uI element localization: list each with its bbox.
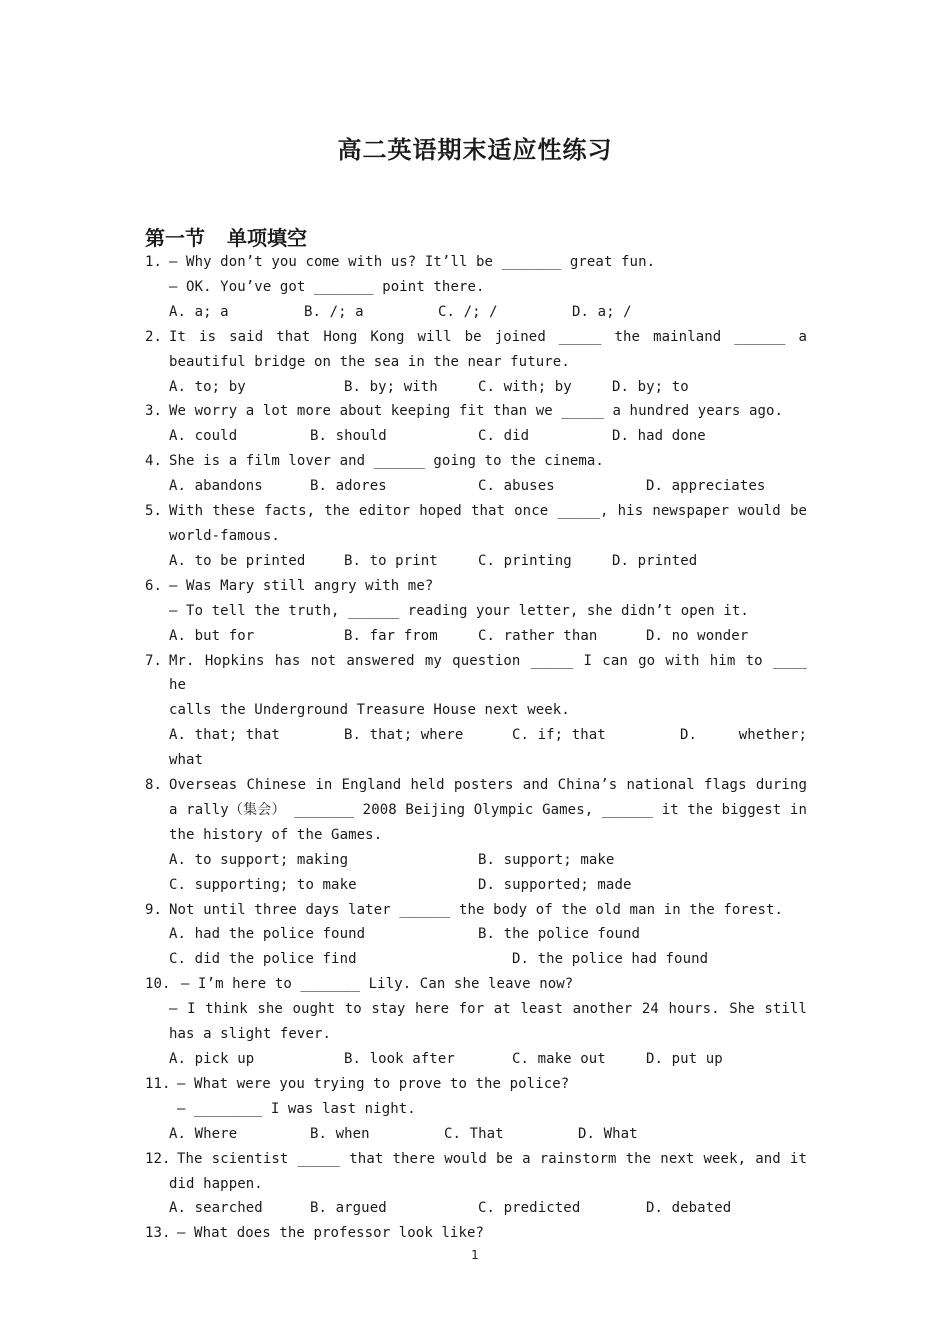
option-a: A. but for xyxy=(169,627,255,644)
option-d: D. the police had found xyxy=(512,951,709,968)
option-d-text: whether; xyxy=(738,727,807,744)
options-row xyxy=(169,424,807,449)
question-text: The scientist _____ that there would be a rainstorm the next week, and it xyxy=(177,1150,807,1167)
question-13 xyxy=(145,1221,807,1246)
option-b: B. to print xyxy=(344,552,438,569)
option-c: C. supporting; to make xyxy=(169,876,357,893)
option-d: D. a; / xyxy=(572,303,632,320)
options-row xyxy=(169,922,807,947)
question-number: 7. xyxy=(145,652,163,669)
option-a: A. searched xyxy=(169,1200,263,1217)
option-c: C. rather than xyxy=(478,627,598,644)
options-row xyxy=(169,624,807,649)
question-text: the history of the Games. xyxy=(169,826,383,843)
option-d-continued: what xyxy=(169,752,204,769)
question-1 xyxy=(145,250,807,325)
options-row xyxy=(169,549,807,574)
option-a: A. pick up xyxy=(169,1051,255,1067)
option-d: D. debated xyxy=(646,1200,732,1217)
option-b: B. when xyxy=(310,1125,370,1142)
question-number: 13. xyxy=(145,1225,171,1242)
option-b: B. should xyxy=(310,428,387,445)
question-2 xyxy=(145,325,807,400)
option-c: C. make out xyxy=(512,1051,606,1067)
option-b: B. by; with xyxy=(344,378,438,395)
question-text: — What were you trying to prove to the police? xyxy=(177,1075,570,1092)
question-number: 11. xyxy=(145,1075,171,1092)
options-row xyxy=(169,1122,807,1147)
question-text: — I think she ought to stay here for at least another 24 hours. She still xyxy=(169,1001,807,1018)
question-number: 8. xyxy=(145,777,163,794)
question-text: — ________ I was last night. xyxy=(177,1100,416,1117)
options-row xyxy=(169,300,807,325)
question-number: 5. xyxy=(145,503,163,520)
question-number: 3. xyxy=(145,403,163,420)
option-b: B. support; make xyxy=(478,851,615,868)
option-c: C. did xyxy=(478,428,530,445)
options-row xyxy=(169,873,807,898)
option-c: C. with; by xyxy=(478,378,572,395)
option-b: B. /; a xyxy=(304,303,364,320)
question-text: has a slight fever. xyxy=(169,1026,332,1043)
question-text: We worry a lot more about keeping fit than we _____ a hundred years ago. xyxy=(169,403,784,420)
option-c: C. That xyxy=(444,1125,504,1142)
option-a: A. a; a xyxy=(169,303,229,320)
option-c: C. abuses xyxy=(478,478,555,495)
option-d: D. no wonder xyxy=(646,627,749,644)
question-text: She is a film lover and ______ going to the cinema. xyxy=(169,453,604,470)
options-row xyxy=(169,1047,807,1072)
question-10 xyxy=(145,972,807,1072)
question-text: It is said that Hong Kong will be joined _____ the mainland ______ a xyxy=(169,328,807,345)
question-text: — OK. You’ve got _______ point there. xyxy=(169,278,485,295)
section-heading xyxy=(145,222,307,251)
option-d: D. appreciates xyxy=(646,478,766,495)
question-6 xyxy=(145,574,807,649)
question-11 xyxy=(145,1072,807,1147)
option-d: D. had done xyxy=(612,428,706,445)
options-row xyxy=(169,375,807,400)
option-b: B. the police found xyxy=(478,926,641,943)
option-a: A. to; by xyxy=(169,378,246,395)
question-12 xyxy=(145,1147,807,1222)
question-number: 4. xyxy=(145,453,163,470)
question-number: 6. xyxy=(145,577,163,594)
question-text: beautiful bridge on the sea in the near future. xyxy=(169,353,570,370)
question-text: did happen. xyxy=(169,1175,263,1192)
option-d: D. printed xyxy=(612,552,698,569)
option-a: A. to support; making xyxy=(169,851,349,868)
option-c: C. predicted xyxy=(478,1200,581,1217)
option-d: D. supported; made xyxy=(478,876,632,893)
question-9 xyxy=(145,898,807,973)
question-text: Not until three days later ______ the body of the old man in the forest. xyxy=(169,901,784,918)
question-number: 2. xyxy=(145,328,163,345)
section-name: 单项填空 xyxy=(227,226,307,250)
options-row xyxy=(169,723,807,748)
option-b: B. far from xyxy=(344,627,438,644)
page-number: 1 xyxy=(471,1248,479,1262)
question-number: 10. xyxy=(145,976,171,993)
option-a: A. Where xyxy=(169,1125,238,1142)
option-a: A. that; that xyxy=(169,727,280,744)
options-row xyxy=(169,1196,807,1221)
question-number: 1. xyxy=(145,254,163,270)
question-text: Mr. Hopkins has not answered my question _____ I can go with him to ____ he xyxy=(169,652,807,694)
question-7 xyxy=(145,649,807,774)
question-8 xyxy=(145,773,807,898)
question-3 xyxy=(145,399,807,449)
option-c: C. if; that xyxy=(512,727,606,744)
question-text: With these facts, the editor hoped that once _____, his newspaper would be xyxy=(169,503,807,520)
option-c: C. printing xyxy=(478,552,572,569)
options-row xyxy=(169,474,807,499)
question-list xyxy=(145,250,807,1246)
question-5 xyxy=(145,499,807,574)
option-b: B. argued xyxy=(310,1200,387,1217)
question-text: — Why don’t you come with us? It’ll be _______ great fun. xyxy=(169,254,656,270)
section-part: 第一节 xyxy=(145,226,205,250)
option-d: D. What xyxy=(578,1125,638,1142)
options-row xyxy=(169,947,807,972)
option-c: C. /; / xyxy=(438,303,498,320)
option-b: B. adores xyxy=(310,478,387,495)
option-a: A. abandons xyxy=(169,478,263,495)
question-text: — Was Mary still angry with me? xyxy=(169,577,434,594)
option-a: A. could xyxy=(169,428,238,445)
question-text: — What does the professor look like? xyxy=(177,1225,485,1242)
question-4 xyxy=(145,449,807,499)
option-a: A. had the police found xyxy=(169,926,366,943)
question-text: calls the Underground Treasure House next week. xyxy=(169,702,570,719)
option-d: D. by; to xyxy=(612,378,689,395)
question-text: a rally（集会） _______ 2008 Beijing Olympic Games, ______ it the biggest in xyxy=(169,801,807,818)
options-row xyxy=(169,848,807,873)
option-c: C. did the police find xyxy=(169,951,357,968)
question-text: Overseas Chinese in England held posters and China’s national flags during xyxy=(169,777,807,794)
option-a: A. to be printed xyxy=(169,552,306,569)
option-d: D. put up xyxy=(646,1051,723,1067)
option-d: D. xyxy=(680,727,698,744)
option-b: B. look after xyxy=(344,1051,455,1067)
page-title: 高二英语期末适应性练习 xyxy=(337,135,613,164)
question-text: — To tell the truth, ______ reading your letter, she didn’t open it. xyxy=(169,602,749,619)
question-number: 9. xyxy=(145,901,163,918)
question-number: 12. xyxy=(145,1150,171,1167)
option-b: B. that; where xyxy=(344,727,464,744)
question-text: — I’m here to _______ Lily. Can she leave now? xyxy=(181,976,574,993)
question-text: world-famous. xyxy=(169,527,280,544)
